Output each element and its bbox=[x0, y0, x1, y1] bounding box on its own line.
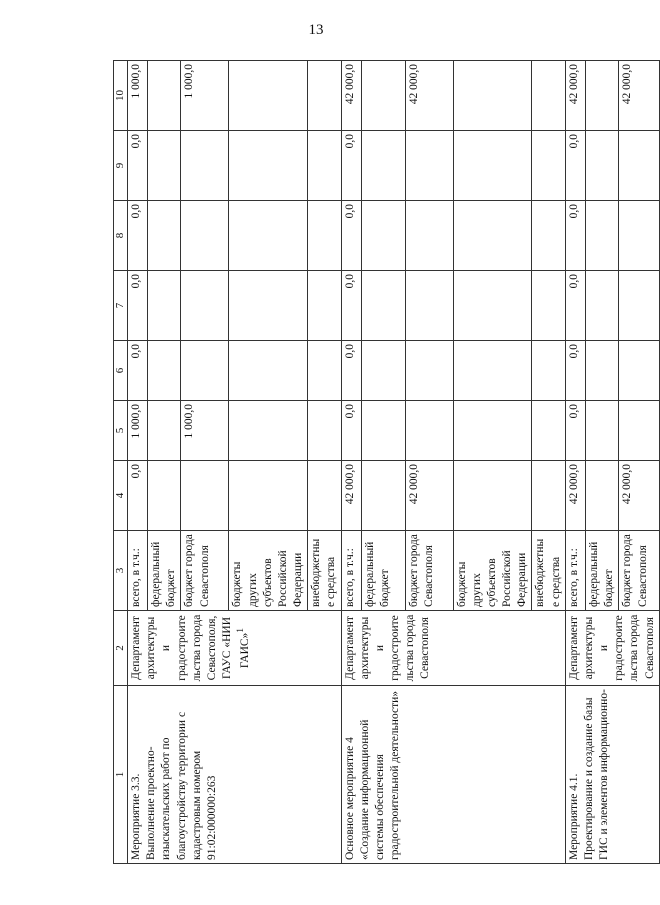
funding-source-cell: всего, в т.ч.: bbox=[128, 531, 148, 611]
amount-cell bbox=[361, 271, 405, 341]
amount-cell bbox=[181, 461, 229, 531]
amount-cell: 0,0 bbox=[565, 401, 585, 461]
amount-cell: 42 000,0 bbox=[405, 461, 453, 531]
amount-cell bbox=[532, 271, 565, 341]
amount-cell bbox=[405, 201, 453, 271]
executor-cell bbox=[128, 611, 342, 686]
amount-cell bbox=[585, 61, 619, 131]
amount-cell: 0,0 bbox=[341, 131, 361, 201]
amount-cell bbox=[585, 201, 619, 271]
amount-cell bbox=[532, 201, 565, 271]
amount-cell: 1 000,0 bbox=[181, 401, 229, 461]
amount-cell bbox=[453, 271, 532, 341]
activity-name-cell: Мероприятие 4.1. Проектирование и создание базы ГИС и элементов информационно- bbox=[565, 686, 659, 864]
amount-cell: 0,0 bbox=[565, 201, 585, 271]
amount-cell bbox=[585, 401, 619, 461]
amount-cell bbox=[148, 131, 181, 201]
amount-cell bbox=[361, 461, 405, 531]
amount-cell: 1 000,0 bbox=[181, 61, 229, 131]
amount-cell bbox=[532, 401, 565, 461]
amount-cell bbox=[619, 131, 659, 201]
funding-source-cell: бюджет города Севастополя bbox=[405, 531, 453, 611]
activity-name-cell: Мероприятие 3.3. Выполнение проектно-изыскательских работ по благоустройству территории с кадастровым номером 91:02:000000:263 bbox=[128, 686, 342, 864]
amount-cell: 42 000,0 bbox=[619, 461, 659, 531]
amount-cell: 42 000,0 bbox=[565, 61, 585, 131]
funding-source-cell: бюджет города Севастополя bbox=[181, 531, 229, 611]
amount-cell bbox=[453, 341, 532, 401]
amount-cell bbox=[148, 341, 181, 401]
amount-cell bbox=[532, 341, 565, 401]
amount-cell: 0,0 bbox=[565, 131, 585, 201]
amount-cell bbox=[361, 401, 405, 461]
amount-cell bbox=[585, 341, 619, 401]
amount-cell bbox=[585, 461, 619, 531]
amount-cell bbox=[405, 131, 453, 201]
amount-cell bbox=[619, 271, 659, 341]
amount-cell bbox=[229, 401, 308, 461]
amount-cell: 0,0 bbox=[128, 461, 148, 531]
funding-source-cell: всего, в т.ч.: bbox=[341, 531, 361, 611]
amount-cell bbox=[532, 461, 565, 531]
amount-cell: 42 000,0 bbox=[565, 461, 585, 531]
funding-row bbox=[341, 61, 361, 864]
amount-cell bbox=[229, 461, 308, 531]
column-number: 3 bbox=[114, 531, 128, 611]
column-number: 8 bbox=[114, 201, 128, 271]
column-number: 5 bbox=[114, 401, 128, 461]
amount-cell bbox=[453, 61, 532, 131]
amount-cell bbox=[308, 271, 341, 341]
amount-cell: 0,0 bbox=[341, 271, 361, 341]
amount-cell bbox=[148, 61, 181, 131]
amount-cell bbox=[585, 271, 619, 341]
amount-cell: 0,0 bbox=[565, 341, 585, 401]
executor-text: Департамент архитектуры и градостроительства города Севастополя, ГАУС «НИИ ГАИС» bbox=[130, 614, 252, 682]
amount-cell: 0,0 bbox=[341, 401, 361, 461]
program-funding-table bbox=[113, 60, 660, 864]
amount-cell bbox=[453, 201, 532, 271]
amount-cell: 42 000,0 bbox=[341, 61, 361, 131]
executor-cell bbox=[565, 611, 659, 686]
amount-cell bbox=[308, 401, 341, 461]
amount-cell bbox=[308, 461, 341, 531]
amount-cell: 0,0 bbox=[128, 131, 148, 201]
amount-cell bbox=[532, 61, 565, 131]
amount-cell bbox=[148, 401, 181, 461]
amount-cell bbox=[619, 401, 659, 461]
column-number: 4 bbox=[114, 461, 128, 531]
page-number: 13 bbox=[308, 22, 324, 38]
amount-cell bbox=[585, 131, 619, 201]
funding-source-cell: федеральный бюджет bbox=[361, 531, 405, 611]
column-number: 6 bbox=[114, 341, 128, 401]
amount-cell bbox=[405, 271, 453, 341]
amount-cell bbox=[148, 271, 181, 341]
funding-source-cell: всего, в т.ч.: bbox=[565, 531, 585, 611]
amount-cell bbox=[229, 271, 308, 341]
funding-source-cell: внебюджетные средства bbox=[308, 531, 341, 611]
amount-cell bbox=[405, 401, 453, 461]
column-number: 10 bbox=[114, 61, 128, 131]
column-number: 2 bbox=[114, 611, 128, 686]
rotated-table-container bbox=[113, 61, 656, 864]
funding-source-cell: федеральный бюджет bbox=[585, 531, 619, 611]
amount-cell bbox=[308, 131, 341, 201]
executor-text: Департамент архитектуры и градостроительства города Севастополя bbox=[343, 614, 432, 682]
amount-cell: 0,0 bbox=[341, 341, 361, 401]
funding-source-cell: бюджеты других субъектов Российской Федерации bbox=[453, 531, 532, 611]
amount-cell: 0,0 bbox=[128, 201, 148, 271]
funding-source-cell: федеральный бюджет bbox=[148, 531, 181, 611]
amount-cell bbox=[361, 131, 405, 201]
footnote-mark: 1 bbox=[235, 627, 247, 633]
funding-source-cell: внебюджетные средства bbox=[532, 531, 565, 611]
column-number: 1 bbox=[114, 686, 128, 864]
amount-cell bbox=[453, 401, 532, 461]
column-number: 7 bbox=[114, 271, 128, 341]
amount-cell bbox=[148, 201, 181, 271]
amount-cell: 42 000,0 bbox=[405, 61, 453, 131]
amount-cell: 0,0 bbox=[341, 201, 361, 271]
amount-cell: 1 000,0 bbox=[128, 61, 148, 131]
amount-cell bbox=[453, 461, 532, 531]
amount-cell bbox=[619, 201, 659, 271]
amount-cell bbox=[181, 201, 229, 271]
amount-cell bbox=[308, 201, 341, 271]
amount-cell bbox=[361, 61, 405, 131]
amount-cell bbox=[229, 201, 308, 271]
column-number-row bbox=[114, 61, 128, 864]
amount-cell: 0,0 bbox=[128, 341, 148, 401]
amount-cell: 0,0 bbox=[565, 271, 585, 341]
funding-row bbox=[565, 61, 585, 864]
executor-cell bbox=[341, 611, 565, 686]
funding-row bbox=[128, 61, 148, 864]
amount-cell bbox=[181, 131, 229, 201]
amount-cell: 1 000,0 bbox=[128, 401, 148, 461]
amount-cell: 42 000,0 bbox=[619, 61, 659, 131]
amount-cell bbox=[308, 341, 341, 401]
amount-cell bbox=[361, 201, 405, 271]
amount-cell bbox=[181, 271, 229, 341]
amount-cell: 42 000,0 bbox=[341, 461, 361, 531]
activity-name-cell: Основное мероприятие 4 «Создание информационной системы обеспечения градостроительной деятельности» bbox=[341, 686, 565, 864]
amount-cell bbox=[619, 341, 659, 401]
executor-text: Департамент архитектуры и градостроительства города Севастополя bbox=[567, 614, 656, 682]
amount-cell bbox=[229, 131, 308, 201]
amount-cell bbox=[361, 341, 405, 401]
amount-cell bbox=[181, 341, 229, 401]
amount-cell: 0,0 bbox=[128, 271, 148, 341]
amount-cell bbox=[308, 61, 341, 131]
column-number: 9 bbox=[114, 131, 128, 201]
amount-cell bbox=[148, 461, 181, 531]
amount-cell bbox=[229, 341, 308, 401]
amount-cell bbox=[405, 341, 453, 401]
amount-cell bbox=[453, 131, 532, 201]
funding-source-cell: бюджеты других субъектов Российской Федерации bbox=[229, 531, 308, 611]
amount-cell bbox=[532, 131, 565, 201]
amount-cell bbox=[229, 61, 308, 131]
funding-source-cell: бюджет города Севастополя bbox=[619, 531, 659, 611]
